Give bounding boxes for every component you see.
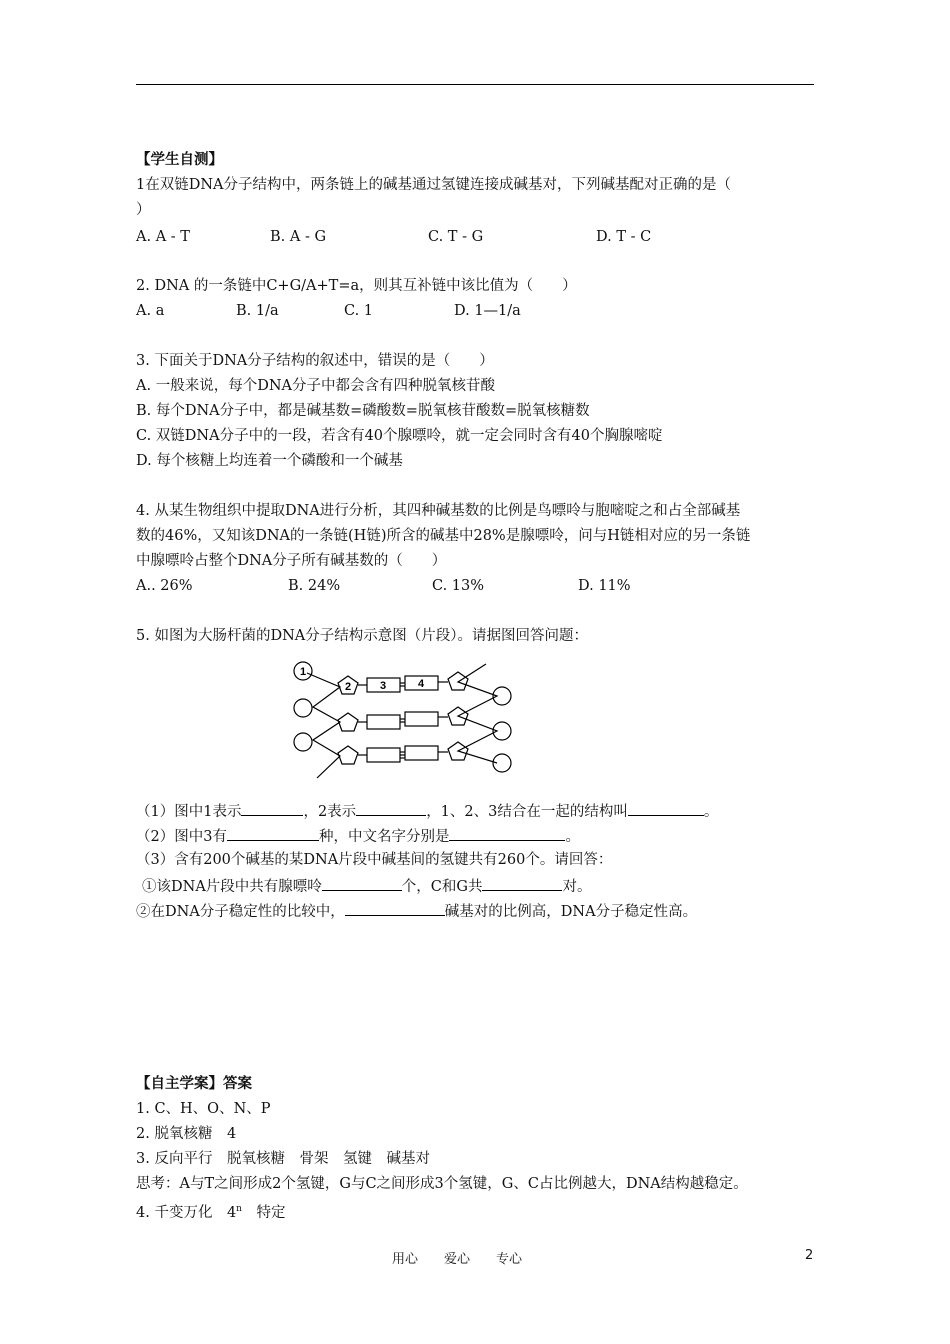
q4-stem-2: 数的46%，又知该DNA的一条链(H链)所含的碱基中28%是腺嘌呤，问与H链相对应的另一条链 — [136, 528, 751, 544]
q2-option-d: D. 1—1/a — [454, 303, 521, 319]
q1-option-b: B. A - G — [270, 229, 327, 245]
q4-option-d: D. 11% — [578, 578, 631, 594]
answer-blank[interactable] — [227, 826, 319, 841]
q5-p4-text-b: 个，C和G共 — [401, 879, 483, 895]
answer-blank[interactable] — [356, 801, 426, 816]
q4-option-a: A.. 26% — [136, 578, 193, 594]
q5-p1-text-b: ，2表示 — [303, 804, 357, 820]
answer-1: 1. C、H、O、N、P — [136, 1101, 271, 1117]
q5-p5-text-a: ②在DNA分子稳定性的比较中， — [136, 904, 345, 920]
self-test-heading: 【学生自测】 — [136, 152, 223, 168]
dna-structure-diagram — [290, 660, 520, 786]
answer-blank[interactable] — [322, 876, 402, 891]
q5-part-2 — [136, 826, 580, 846]
q1-stem-end: ） — [136, 202, 151, 218]
q3-option-a: A. 一般来说，每个DNA分子中都会含有四种脱氧核苷酸 — [136, 378, 495, 394]
q5-part-3-q2 — [136, 901, 697, 921]
q1-option-a: A. A - T — [136, 229, 190, 245]
answer-blank[interactable] — [449, 826, 565, 841]
q2-stem: 2. DNA 的一条链中C+G/A+T=a，则其互补链中该比值为（ ） — [136, 278, 577, 294]
answer-think: 思考：A与T之间形成2个氢键，G与C之间形成3个氢键，G、C占比例越大，DNA结构越稳定。 — [136, 1176, 748, 1192]
q5-p2-text-a: （2）图中3有 — [136, 829, 227, 845]
fig-label-3: 3 — [379, 680, 387, 692]
header-rule — [136, 84, 814, 85]
footer-motto: 用心 爱心 专心 — [392, 1252, 523, 1267]
q5-p4-text-c: 对。 — [562, 879, 592, 895]
answer-3: 3. 反向平行 脱氧核糖 骨架 氢键 碱基对 — [136, 1151, 430, 1167]
q2-option-b: B. 1/a — [236, 303, 279, 319]
q1-option-c: C. T - G — [428, 229, 484, 245]
answer-blank[interactable] — [628, 801, 704, 816]
q1-option-d: D. T - C — [596, 229, 652, 245]
q2-option-c: C. 1 — [344, 303, 374, 319]
q5-part-1 — [136, 801, 718, 821]
q1-stem: 1在双链DNA分子结构中，两条链上的碱基通过氢键连接成碱基对，下列碱基配对正确的是（ — [136, 177, 732, 193]
q4-option-b: B. 24% — [288, 578, 341, 594]
q3-option-c: C. 双链DNA分子中的一段，若含有40个腺嘌呤，就一定会同时含有40个胸腺嘧啶 — [136, 428, 663, 444]
fig-label-2: 2 — [344, 681, 352, 693]
answer-blank[interactable] — [345, 901, 445, 916]
answer-4 — [136, 1200, 285, 1222]
answer-blank[interactable] — [241, 801, 303, 816]
fig-label-4: 4 — [417, 678, 425, 690]
q4-option-c: C. 13% — [432, 578, 485, 594]
q5-part-3-q1 — [142, 876, 591, 896]
q5-p1-text-d: 。 — [703, 804, 719, 820]
fig-label-1: 1 — [299, 666, 307, 678]
q3-stem: 3. 下面关于DNA分子结构的叙述中，错误的是（ ） — [136, 353, 494, 369]
answer-4-text: 4. 千变万化 4 — [136, 1204, 237, 1221]
q5-p2-text-c: 。 — [565, 829, 580, 845]
answer-4-text-end: 特定 — [241, 1204, 286, 1221]
answer-2: 2. 脱氧核糖 4 — [136, 1126, 237, 1142]
answer-4-superscript: n — [236, 1204, 242, 1214]
q5-p1-text-c: ，1、2、3结合在一起的结构叫 — [426, 804, 628, 820]
q5-p1-text-a: （1）图中1表示 — [136, 804, 242, 820]
q2-option-a: A. a — [136, 303, 165, 319]
q4-stem-3: 中腺嘌呤占整个DNA分子所有碱基数的（ ） — [136, 553, 447, 569]
answers-heading: 【自主学案】答案 — [136, 1076, 252, 1092]
page-number: 2 — [805, 1248, 814, 1263]
q3-option-d: D. 每个核糖上均连着一个磷酸和一个碱基 — [136, 453, 403, 469]
answer-blank[interactable] — [482, 876, 562, 891]
q5-part-3: （3）含有200个碱基的某DNA片段中碱基间的氢键共有260个。请回答： — [136, 852, 613, 868]
q4-stem-1: 4. 从某生物组织中提取DNA进行分析，其四种碱基数的比例是鸟嘌呤与胞嘧啶之和占全部碱基 — [136, 503, 741, 519]
q5-p5-text-b: 碱基对的比例高，DNA分子稳定性高。 — [444, 904, 698, 920]
q5-p4-text-a: ①该DNA片段中共有腺嘌呤 — [142, 879, 322, 895]
q5-stem: 5. 如图为大肠杆菌的DNA分子结构示意图（片段）。请据图回答问题： — [136, 628, 588, 644]
q5-p2-text-b: 种，中文名字分别是 — [318, 829, 450, 845]
q3-option-b: B. 每个DNA分子中，都是碱基数=磷酸数=脱氧核苷酸数=脱氧核糖数 — [136, 403, 590, 419]
